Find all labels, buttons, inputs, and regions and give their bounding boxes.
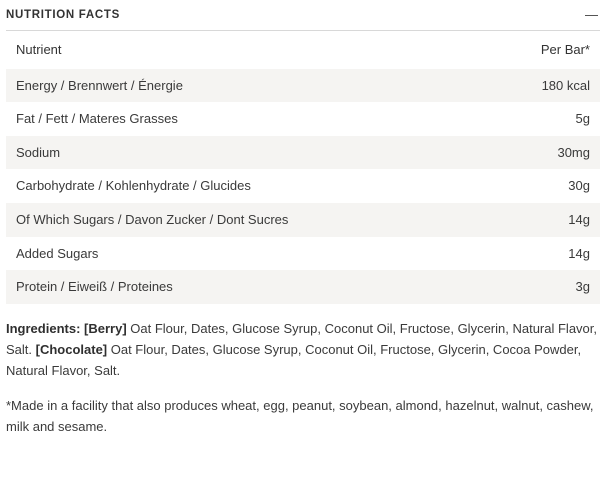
table-row [6, 69, 600, 103]
row-nutrient-label: Fat / Fett / Materes Grasses [16, 111, 178, 127]
row-nutrient-value: 180 kcal [541, 77, 590, 93]
row-nutrient-label: Sodium [16, 144, 61, 160]
allergen-paragraph: *Made in a facility that also produces wheat, egg, peanut, soybean, almond, hazelnut, walnut, cashew, milk and sesame. [6, 397, 594, 434]
row-nutrient-value: 3g [575, 279, 590, 295]
table-row [6, 169, 600, 203]
table-row [6, 136, 600, 170]
table-row [6, 237, 600, 271]
chocolate-label: [Chocolate] [35, 341, 108, 357]
table-body [6, 69, 600, 304]
column-header-per-bar: Per Bar* [540, 42, 590, 57]
table-header-row [6, 31, 600, 69]
table-row [6, 203, 600, 237]
section-header[interactable] [0, 0, 606, 30]
table-row [6, 102, 600, 136]
minus-icon [585, 15, 598, 16]
nutrition-table [6, 31, 600, 304]
row-nutrient-label: Energy / Brennwert / Énergie [16, 77, 183, 93]
row-nutrient-value: 5g [575, 111, 590, 127]
table-head [6, 31, 600, 69]
row-nutrient-label: Carbohydrate / Kohlenhydrate / Glucides [16, 178, 251, 194]
collapse-section-button[interactable] [582, 6, 600, 24]
ingredients-paragraph [6, 318, 600, 381]
column-header-nutrient: Nutrient [16, 42, 62, 57]
row-nutrient-label: Protein / Eiweiß / Proteines [16, 279, 173, 295]
row-nutrient-value: 30g [568, 178, 590, 194]
row-nutrient-value: 30mg [557, 144, 590, 160]
chocolate-ingredients: Oat Flour, Dates, Glucose Syrup, Coconut Oil, Fructose, Glycerin, Cocoa Powder, Natural Flavor, Salt. [6, 341, 582, 378]
row-nutrient-value: 14g [568, 211, 590, 227]
table-row [6, 270, 600, 304]
berry-label: [Berry] [84, 320, 127, 336]
row-nutrient-label: Of Which Sugars / Davon Zucker / Dont Sucres [16, 211, 289, 227]
berry-ingredients: Oat Flour, Dates, Glucose Syrup, Coconut Oil, Fructose, Glycerin, Natural Flavor, Salt. [6, 320, 597, 357]
ingredients-label: Ingredients: [6, 320, 81, 336]
row-nutrient-value: 14g [568, 245, 590, 261]
page-title: NUTRITION FACTS [6, 9, 120, 21]
footnotes [0, 304, 606, 437]
row-nutrient-label: Added Sugars [16, 245, 99, 261]
